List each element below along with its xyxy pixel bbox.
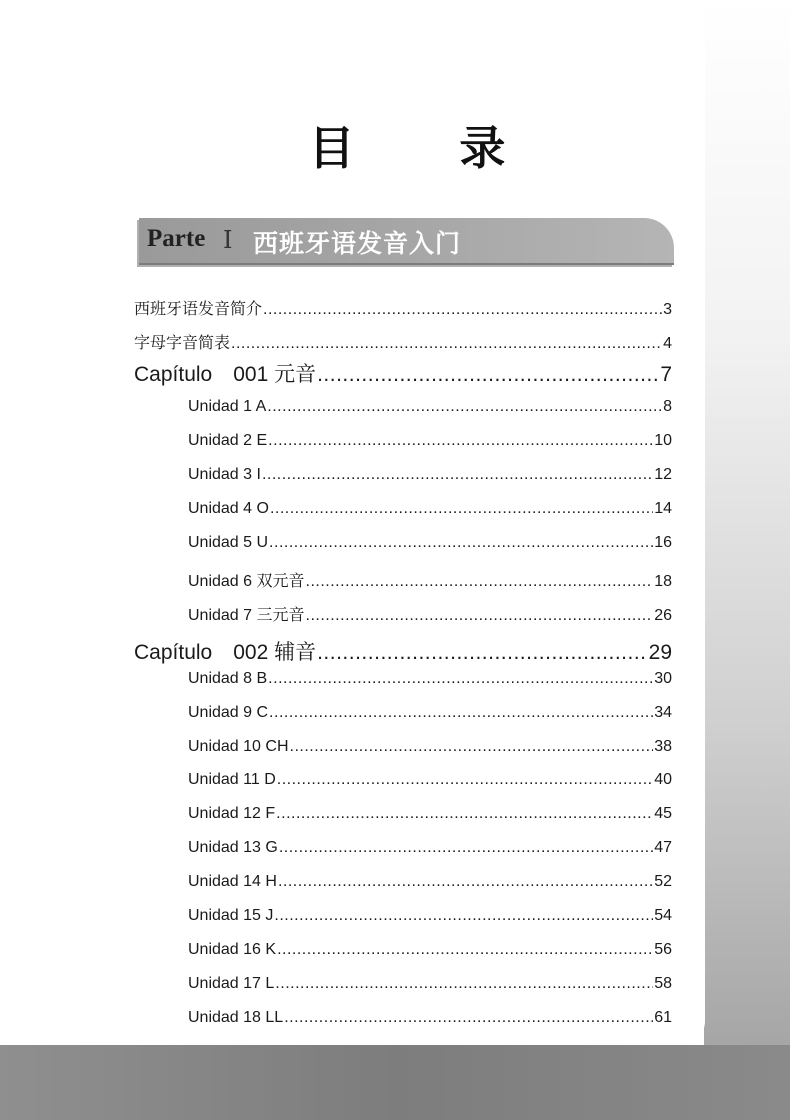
toc-entry[interactable]	[188, 466, 672, 484]
toc-entry-page: 61	[654, 1009, 672, 1026]
dot-leader	[279, 839, 653, 857]
dot-leader	[306, 573, 654, 591]
toc-entry-page: 18	[654, 573, 672, 590]
dot-leader	[284, 1009, 653, 1027]
toc-entry[interactable]	[188, 975, 672, 993]
toc-entry[interactable]	[188, 805, 672, 823]
toc-entry-label: Unidad 10 CH	[188, 738, 289, 755]
dot-leader	[231, 335, 662, 353]
bottom-band	[0, 1045, 790, 1120]
dot-leader	[277, 941, 653, 959]
toc-entry-label: Unidad 14 H	[188, 873, 277, 890]
toc-entry[interactable]	[188, 941, 672, 959]
toc-entry-page: 16	[654, 534, 672, 551]
toc-entry-label: Unidad 12 F	[188, 805, 276, 822]
dot-leader	[317, 363, 659, 387]
part-label: Parte	[147, 225, 206, 252]
toc-entry-label: Unidad 17 L	[188, 975, 275, 992]
toc-entry-page: 10	[654, 432, 672, 449]
toc-entry-label: 西班牙语发音简介	[134, 301, 263, 318]
toc-entry[interactable]	[188, 670, 672, 688]
toc-entry-page: 52	[654, 873, 672, 890]
toc-entry[interactable]	[188, 907, 672, 925]
page-title: 目 录	[308, 122, 552, 174]
toc-chapter-entry[interactable]	[134, 358, 672, 388]
toc-entry-page: 4	[663, 335, 672, 352]
toc-entry[interactable]	[188, 398, 672, 416]
dot-leader	[274, 907, 653, 925]
toc-entry-label: 字母字音简表	[134, 335, 231, 352]
toc-entry-page: 12	[654, 466, 672, 483]
toc-entry-page: 34	[654, 704, 672, 721]
part-title: 西班牙语发音入门	[253, 230, 462, 258]
toc-entry[interactable]	[188, 602, 672, 625]
toc-entry-label: Unidad 7 三元音	[188, 607, 305, 624]
toc-entry[interactable]	[188, 568, 672, 591]
dot-leader	[290, 738, 654, 756]
toc-entry-label: Unidad 11 D	[188, 771, 276, 788]
toc-entry-label: Unidad 18 LL	[188, 1009, 284, 1026]
toc-entry-page: 8	[663, 398, 672, 415]
toc-entry-label: Unidad 15 J	[188, 907, 274, 924]
toc-entry-page: 14	[654, 500, 672, 517]
toc-entry[interactable]	[188, 839, 672, 857]
toc-entry-page: 45	[654, 805, 672, 822]
dot-leader	[268, 670, 653, 688]
dot-leader	[270, 500, 653, 518]
toc-entry-label: Unidad 8 B	[188, 670, 268, 687]
toc-entry[interactable]	[188, 534, 672, 552]
toc-entry-page: 58	[654, 975, 672, 992]
part-numeral: Ⅰ	[223, 228, 233, 254]
toc-chapter-entry[interactable]	[134, 636, 672, 666]
toc-entry[interactable]	[188, 704, 672, 722]
dot-leader	[276, 805, 653, 823]
dot-leader	[267, 398, 662, 416]
dot-leader	[275, 975, 653, 993]
toc-entry-label: Unidad 16 K	[188, 941, 277, 958]
toc-entry-page: 26	[654, 607, 672, 624]
toc-entry[interactable]	[188, 771, 672, 789]
toc-entry-label: Unidad 13 G	[188, 839, 278, 856]
toc-entry-page: 30	[654, 670, 672, 687]
toc-entry-page: 3	[663, 301, 672, 318]
toc-entry[interactable]	[134, 330, 672, 353]
toc-entry-page: 29	[648, 641, 672, 664]
toc-entry-label: Unidad 6 双元音	[188, 573, 305, 590]
toc-entry[interactable]	[188, 500, 672, 518]
toc-entry-label: Unidad 4 O	[188, 500, 269, 517]
toc-entry-label: Unidad 3 I	[188, 466, 261, 483]
dot-leader	[269, 704, 653, 722]
dot-leader	[317, 641, 648, 665]
toc-entry-page: 56	[654, 941, 672, 958]
dot-leader	[277, 771, 653, 789]
toc-entry[interactable]	[188, 432, 672, 450]
toc-entry-page: 40	[654, 771, 672, 788]
toc-entry[interactable]	[134, 296, 672, 319]
dot-leader	[262, 466, 653, 484]
toc-entry-page: 47	[654, 839, 672, 856]
toc-entry[interactable]	[188, 1009, 672, 1027]
dot-leader	[263, 301, 662, 319]
toc-entry-page: 54	[654, 907, 672, 924]
toc-entry-label: Capítulo 002 辅音	[134, 641, 317, 664]
toc-entry-label: Unidad 1 A	[188, 398, 267, 415]
toc-entry[interactable]	[188, 738, 672, 756]
toc-entry-label: Unidad 5 U	[188, 534, 269, 551]
toc-entry-label: Unidad 9 C	[188, 704, 269, 721]
toc-entry-label: Capítulo 001 元音	[134, 363, 317, 386]
toc-entry-page: 38	[654, 738, 672, 755]
toc-entry-label: Unidad 2 E	[188, 432, 268, 449]
dot-leader	[269, 534, 653, 552]
dot-leader	[306, 607, 654, 625]
toc-entry-page: 7	[660, 363, 672, 386]
toc-entry[interactable]	[188, 873, 672, 891]
dot-leader	[278, 873, 653, 891]
dot-leader	[268, 432, 653, 450]
